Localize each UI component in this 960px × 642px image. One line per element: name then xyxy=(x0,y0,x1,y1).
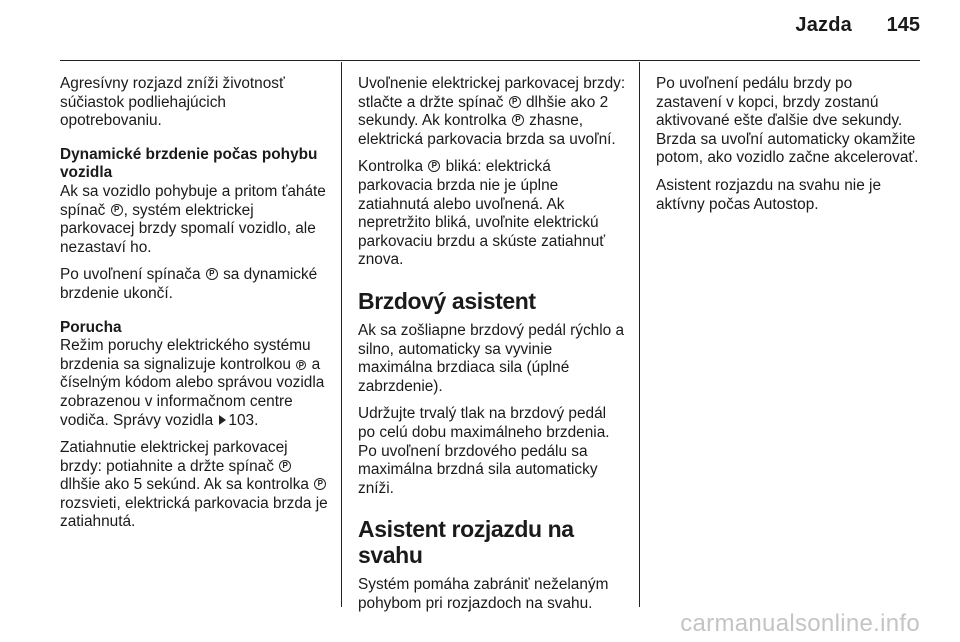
page-reference-arrow-icon xyxy=(219,415,226,425)
parking-brake-icon xyxy=(206,268,218,280)
watermark: carmanualsonline.info xyxy=(680,610,920,637)
heading-brake-assist: Brzdový asistent xyxy=(358,287,536,314)
paragraph: Po uvoľnení pedálu brzdy po zastavení v kopci, brzdy zostanú aktivované ešte ďalšie dve sekundy. Brzda sa uvoľní automaticky okamžite potom, ako vozidlo začne akcelerovať. xyxy=(656,75,919,167)
column-3 xyxy=(656,75,922,223)
page-number: 145 xyxy=(886,14,920,36)
paragraph xyxy=(60,266,330,303)
text: dlhšie ako 2 sekundy. Ak kontrolka xyxy=(358,93,609,130)
column-1 xyxy=(60,75,330,541)
paragraph: Ak sa zošliapne brzdový pedál rýchlo a silno, automaticky sa vyvinie maximálna brzdiaca sila (úplné zabrzdenie). xyxy=(358,321,625,395)
parking-brake-icon xyxy=(428,160,440,172)
text: Uvoľnenie elektrickej parkovacej brzdy: stlačte a držte spínač xyxy=(358,75,626,111)
text: bliká: elektrická parkovacia brzda nie je úplne zatiahnutá alebo uvoľnená. Ak nepretržito bliká, uvoľnite elektrickú parkovaciu brzdu a skúste zatiahnuť znova. xyxy=(358,158,606,269)
parking-brake-icon xyxy=(314,478,326,490)
parking-brake-icon xyxy=(111,204,123,216)
parking-brake-icon xyxy=(512,114,524,126)
paragraph: Agresívny rozjazd zníži životnosť súčiastok podliehajúcich opotrebovaniu. xyxy=(60,75,285,130)
text: sa dynamické brzdenie ukončí. xyxy=(60,266,318,302)
header-divider xyxy=(60,60,920,61)
text: Zatiahnutie elektrickej parkovacej brzdy: potiahnite a držte spínač xyxy=(60,439,288,475)
paragraph xyxy=(60,183,330,257)
paragraph xyxy=(358,75,626,149)
section-title: Jazda xyxy=(795,14,852,36)
paragraph xyxy=(60,337,330,430)
paragraph: Udržujte trvalý tlak na brzdový pedál po celú dobu maximálneho brzdenia. Po uvoľnení brzdového pedálu sa maximálna brzdná sila automaticky zníži. xyxy=(358,405,610,497)
column-divider-1 xyxy=(341,62,342,607)
text: dlhšie ako 5 sekúnd. Ak sa kontrolka xyxy=(60,476,309,494)
page-reference-link[interactable]: 103. xyxy=(228,411,259,429)
text: , systém elektrickej parkovacej brzdy spomalí vozidlo, ale nezastaví ho. xyxy=(60,201,316,256)
parking-brake-icon xyxy=(279,460,291,472)
text: Po uvoľnení spínača xyxy=(60,266,201,284)
paragraph xyxy=(60,439,330,532)
text: rozsvieti, elektrická parkovacia brzda je zatiahnutá. xyxy=(60,494,328,531)
text: Režim poruchy elektrického systému brzdenia sa signalizuje kontrolkou xyxy=(60,337,311,373)
text: Ak sa vozidlo pohybuje a pritom ťaháte spínač xyxy=(60,182,326,219)
brake-warning-icon xyxy=(296,360,306,370)
text: zhasne, elektrická parkovacia brzda sa uvoľní. xyxy=(358,112,616,148)
text: Kontrolka xyxy=(358,158,424,176)
subheading-dynamic-braking: Dynamické brzdenie počas pohybu vozidla xyxy=(60,145,318,182)
paragraph: Asistent rozjazdu na svahu nie je aktívny počas Autostop. xyxy=(656,176,882,213)
subheading-fault: Porucha xyxy=(60,318,122,336)
column-2 xyxy=(358,75,626,622)
column-divider-2 xyxy=(639,62,640,607)
parking-brake-icon xyxy=(509,96,521,108)
paragraph xyxy=(358,158,626,270)
text: a číselným kódom alebo správou vozidla zobrazenou v informačnom centre vodiča. Správy vozidla xyxy=(60,355,325,429)
heading-hill-start-assist: Asistent rozjazdu na svahu xyxy=(358,516,574,569)
paragraph: Systém pomáha zabrániť neželaným pohybom pri rozjazdoch na svahu. xyxy=(358,576,609,612)
